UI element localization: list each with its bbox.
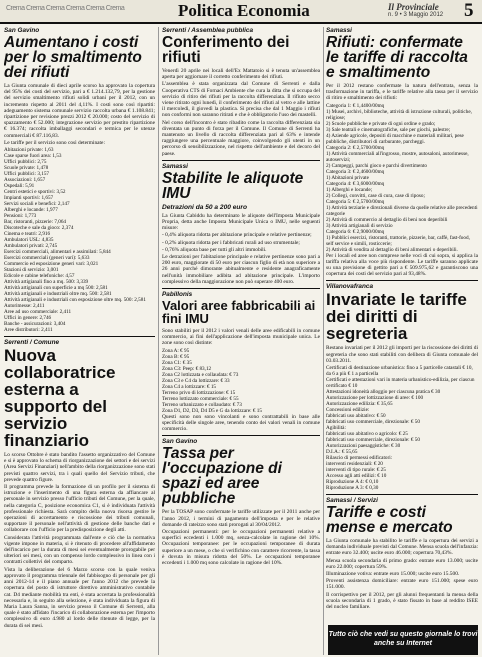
- article-kicker: Samassi: [326, 27, 352, 34]
- article-headline: Aumentano i costi per lo smaltimento dei rifiuti: [4, 34, 142, 81]
- article-paragraph: Le tariffe per il servizio sono così determinate:: [4, 139, 105, 146]
- article-conferimento: [162, 27, 320, 157]
- list-item: Agibilità:: [326, 425, 346, 432]
- list-item: Cinema e teatri: 2,916: [4, 231, 51, 238]
- list-item: Attività artigianali e industriali oltre mq. 500: 2,581: [4, 291, 112, 298]
- list-item: Ospedali: 5,91: [4, 183, 35, 190]
- list-item: Zona C4 a lottizzare: € 15: [162, 383, 217, 390]
- article-rifiuti-costi: [4, 27, 155, 333]
- masthead-decoration: Crema Crema Crema Crema Crema Crema: [6, 5, 125, 12]
- list-item: Uffici pubblici: 3,157: [4, 171, 50, 178]
- article-headline: Tassa per l'occupazione di spazi ed aree pubbliche: [162, 445, 282, 508]
- list-item: 3) Attività artigianali di servizio: [326, 222, 393, 229]
- article-paragraph: Restano invariati per il 2012 gli importi per la riscossione dei diritti di segreteria che sono stati stabiliti con delibera di Giunta comunale del 03.03.2011.: [326, 345, 478, 364]
- list-item: Uffici in genere: 2,746: [4, 315, 52, 322]
- list-item: Esercizi commerciali (generi vari): 5,633: [4, 255, 90, 262]
- list-item: Zona C3: Peep: € 83,12: [162, 365, 212, 372]
- article-body: [162, 328, 320, 347]
- masthead: [0, 0, 482, 24]
- column-divider: [323, 27, 324, 655]
- article-body: [4, 452, 155, 629]
- list-item: Riproduzione A 3: € 0,30: [326, 485, 379, 492]
- article-mense-mercato: [326, 497, 478, 610]
- list-item: Terreno lottizzato commerciale: € 55: [162, 395, 239, 402]
- list-item: Uffici pubblici: 2,75: [4, 159, 47, 166]
- article-body: [4, 83, 155, 146]
- fees-list: [326, 365, 478, 491]
- list-item: Zona A: € 95: [162, 347, 190, 354]
- tariff-list: [326, 103, 478, 253]
- list-item: Categoria 1: € 1,4400/00mq: [326, 102, 385, 109]
- article-paragraph: - 0,76% aliquota base per tutti gli altri immobili.: [162, 246, 267, 253]
- list-item: 2) Campeggi, parchi gioco e parchi divertimento: [326, 162, 427, 169]
- list-item: Certificati di destinazione urbanistica: fino a 5 particelle catastali € 10, da 6 a più € 1 a particella: [326, 365, 473, 378]
- list-item: Autorimesse: 2,411: [4, 303, 45, 310]
- list-item: 2) Attività di commercio al dettaglio di beni non deperibili: [326, 216, 448, 223]
- article-headline: Nuova collaboratrice esterna a supporto del servizio finanziario: [4, 346, 116, 451]
- column-right: [326, 27, 478, 655]
- article-body: [162, 509, 320, 566]
- list-item: Esercizi commerciali, alimentari e assimilati: 5,844: [4, 249, 111, 256]
- list-item: Edicole e cabine telefoniche: 4,57: [4, 273, 75, 280]
- list-item: Alberghi e locande: 1,977: [4, 207, 58, 214]
- list-item: Commercio ed esposizione generi vari: 3,021: [4, 261, 99, 268]
- list-item: Categoria 2: € 2,5700/00mq: [326, 144, 385, 151]
- article-body: [162, 213, 320, 285]
- list-item: Associazioni: 1,657: [4, 177, 46, 184]
- list-item: Attività artigianali con superficie a mq 500: 2,581: [4, 285, 108, 292]
- article-paragraph: La Giunta comunale di dieci aprile scorso ha approvato la copertura del 95% dei costi del servizio, pari a € 1.214.132,79, per la gestione del servizio smaltimento rifiuti solidi urbani per il 2012, con un incremento rispetto al 2011 del 4,11%. I costi sono così ripartiti: adeguamento sistema comunale servizio raccolta urbana € 1.108.841; ripartizione per revisione prezzi 2012 € 20.000; costo del servizio di spazzamento € 52.000; integrazione servizio per prestito ripartizione € 16.374; raccolta imballaggi secondari e termica per le utenze commerciali € 87.116,83.: [4, 83, 155, 139]
- list-item: Attività artigianali fino a mq. 500: 3,339: [4, 279, 89, 286]
- list-item: Ambulatori privati: 2,745: [4, 243, 58, 250]
- article-kicker: Samassi: [162, 162, 188, 170]
- article-body: [162, 414, 320, 433]
- list-item: D.I.A.: € 55,65: [326, 449, 358, 456]
- list-item: 1) Abitazioni private: [326, 174, 369, 181]
- article-paragraph: Per la TOSAP sono confermate le tariffe utilizzate per il 2011 anche per l'anno 2012, i termini di pagamento dell'imposta e per le relative domande di rateizzo sono stati prorogati al 30/04/2012.: [162, 509, 320, 528]
- list-item: 1) Musei, archivi, biblioteche, attività di istruzione culturali, politiche, religiose;: [326, 108, 472, 121]
- list-item: Terreno privo di lottizzazione: € 15: [162, 389, 236, 396]
- list-item: Attività artigianali e industriali con esposizione oltre mq. 500: 2,581: [4, 297, 146, 304]
- list-item: Zona D1, D2, D3, D4 D5 e G da lottizzare: € 15: [162, 407, 262, 414]
- article-kicker: San Gavino: [162, 438, 198, 446]
- list-item: 3) Sale teatrali e cinematografiche, sale per giochi, palestre;: [326, 126, 451, 133]
- list-item: Stazioni di servizio: 3,001: [4, 267, 59, 274]
- article-paragraph: Per i locali ed aree non comprese nelle voci di cui sopra, si applica la tariffa relativa alla voce più rispondente. Le tariffe saranno applicate su una previsione di gettito pari a € 509.975,62 e garantiscono una copertura dei costi del servizio pari al 93,48%.: [326, 252, 478, 278]
- article-imu: [162, 163, 320, 285]
- list-item: Zona C3 e C4 da lottizzare: € 33: [162, 377, 230, 384]
- article-kicker: Villanovafranca: [326, 283, 374, 291]
- article-paragraph: Proventi assistenza domiciliare: entrate euro 151.000; spese euro 151.000.: [326, 578, 478, 591]
- list-item: interventi di tipo rurale: € 25: [326, 467, 386, 474]
- article-aree-fabbricabili: [162, 291, 320, 432]
- article-headline: Stabilite le aliquote IMU: [162, 169, 304, 202]
- article-kicker: Pabillonis: [162, 291, 193, 299]
- article-paragraph: Mensa scuola secondaria di primo grado: entrate euro 13.000; uscite euro 22.000; copertura 59%.: [326, 557, 478, 570]
- list-item: Terreno urbanizzato e collaudato: € 73: [162, 401, 242, 408]
- list-item: Categoria 3: € 2,4600/00mq: [326, 168, 385, 175]
- article-body: [326, 538, 478, 610]
- list-item: Accesso agli atti edilizi: € 10: [326, 473, 387, 480]
- article-body: [162, 68, 320, 157]
- list-item: fabbricati uso commerciale, direzionale: € 50: [326, 419, 420, 426]
- article-kicker: Serrenti / Assemblea pubblica: [162, 27, 254, 34]
- list-item: Case sparse fuori area: 1,53: [4, 153, 62, 160]
- list-item: Zona C1: € 35: [162, 359, 192, 366]
- list-item: Aree ad uso commerciale: 2,411: [4, 309, 72, 316]
- list-item: Aree distributori: 2,411: [4, 327, 53, 334]
- section-divider: [162, 435, 320, 436]
- section-divider: [326, 280, 478, 281]
- list-item: Categoria 5: € 2,5700/00mq: [326, 198, 385, 205]
- article-headline: Valori aree fabbricabili ai fini IMU: [162, 298, 316, 327]
- page-number: 5: [464, 0, 474, 21]
- list-item: interventi residenziali: € 20: [326, 461, 383, 468]
- list-item: Bar, ristoranti, pizzerie: 7,064: [4, 219, 67, 226]
- list-item: Discoteche e sale da gioco: 2,374: [4, 225, 74, 232]
- list-item: Servizi sociali e benefici: 2,147: [4, 201, 70, 208]
- article-body: [326, 83, 478, 102]
- list-item: Categoria 6: € 2,9000/00mq: [326, 228, 385, 235]
- list-item: Categoria 4: € 3,6000/00mq: [326, 180, 385, 187]
- list-item: Autorizzazione edilizia: € 35,65: [326, 401, 393, 408]
- tariff-list: [4, 147, 155, 333]
- article-paragraph: - 0,2% aliquota ridotta per i fabbricati rurali ad uso strumentale;: [162, 239, 300, 246]
- list-item: Scuole private: 1,478: [4, 165, 49, 172]
- article-headline: Rifiuti: confermate le tariffe di raccolta e smaltimento: [326, 34, 468, 81]
- article-paragraph: Considerata l'attività programmata dall'ente e ciò che la normativa vigente impone in materia, si è ritenuto di procedere all'affidamento dell'incarico per la durata di mesi sei eventualmente prorogabile per ulteriori sei mesi, con un compenso lordo complessivo in linea con i contratti collettivi del comparto.: [4, 534, 155, 566]
- values-list: [162, 348, 320, 414]
- list-item: Banche - assicurazioni: 3,404: [4, 321, 66, 328]
- list-item: Zona B: € 95: [162, 353, 190, 360]
- article-headline: Conferimento dei rifiuti: [162, 34, 290, 66]
- article-kicker: Serrenti / Comune: [4, 339, 60, 347]
- list-item: Autorizzazioni paesaggistiche: € 30: [326, 443, 401, 450]
- article-kicker: San Gavino: [4, 27, 40, 34]
- section-divider: [4, 336, 155, 337]
- list-item: fabbricati uso commerciale, direzionale: € 50: [326, 437, 420, 444]
- list-item: 1) Attività commerciali all'ingrosso, mostre, autosaloni, autorimesse, autoservizi;: [326, 150, 469, 163]
- issue-date: n. 9 • 3 Maggio 2012: [388, 12, 444, 18]
- column-left: [4, 27, 155, 655]
- list-item: Riproduzione A 4: € 0,10: [326, 479, 379, 486]
- section-title: Politica Economia: [178, 1, 310, 20]
- article-paragraph: Lo scorso Ottobre è stato bandito l'assetto organizzativo del Comune e si è approvato lo schema di riorganizzazione dei settori e dei servizi (Area Servizi Finanziari) nell'ambito della riorganizzazione sono stati previsti quattro servizi, tra i quali quello del Servizio tributi, che prevede quattro figure.: [4, 452, 155, 483]
- list-item: 2) Scuole pubbliche e private di ogni ordine e grado;: [326, 120, 436, 127]
- article-kicker: Samassi / Servizi: [326, 497, 378, 505]
- list-item: Centri estetici e sportivi: 3,52: [4, 189, 66, 196]
- list-item: Rilascio di permessi edificatori:: [326, 455, 393, 462]
- article-paragraph: La Giunta Cabiddu ha determinato le aliquote dell'Imposta Municipale Propria, detta anche Imposta Municipale Unica o IMU, nelle seguenti misure:: [162, 212, 320, 232]
- section-divider: [326, 494, 478, 495]
- newspaper-logo: Il Provinciale: [388, 2, 439, 12]
- article-tosap: [162, 438, 320, 566]
- article-headline: Invariate le tariffe dei diritti di segreteria: [326, 290, 467, 344]
- article-body: [326, 253, 478, 278]
- section-divider: [162, 160, 320, 161]
- list-item: Concessioni edilizie:: [326, 407, 370, 414]
- list-item: Attestazioni idoneità alloggio per ciascuna pratica € 30: [326, 389, 441, 396]
- list-item: Certificati e attestazioni vari in materia urbanistico-edilizia, per ciascun certificato € 10: [326, 377, 475, 390]
- article-paragraph: Le detrazioni per l'abitazione principale e relative pertinenze sono pari a 200 euro, maggiorate di 50 euro per ciascun figlio di età non superiore a 26 anni purché dimorante abitualmente e residente anagraficamente nell'unità immobiliare adibita ad abitazione principale. L'importo complessivo della maggiorazione non può superare 400 euro.: [162, 254, 320, 285]
- internet-callout-box: Tutto ciò che vedi su questo giornale lo trovi anche su Internet: [328, 625, 478, 655]
- list-item: Ambulatori USL: 4,835: [4, 237, 54, 244]
- article-rifiuti-tariffe: [326, 27, 478, 277]
- article-paragraph: Nel corso dell'incontro è stato ribadito come la raccolta differenziata sia diventata un punto di forza per il Comune. Il Comune di Serrenti ha mantenuto un livello di raccolta differenziata pari al 63% e intende raggiungere una percentuale maggiore, coinvolgendo gli utenti in un percorso di sensibilizzazione, nel rispetto dell'ambiente e del decoro del paese.: [162, 119, 320, 157]
- list-item: 1) Attività terziarie e direzionali diverse da quelle relative alle precedenti categorie: [326, 204, 478, 217]
- list-item: 2) Attività di vendita al dettaglio di beni alimentari o deperibili.: [326, 246, 458, 253]
- list-item: 2) Collegi, convitti, case di cura, case di riposo;: [326, 192, 425, 199]
- list-item: fabbricati uso abitativo o agricolo: € 25: [326, 431, 408, 438]
- article-paragraph: Occupazioni permanenti: per le occupazioni permanenti relative a superfici eccedenti i 1.000 mq, senza-calcolate in ragione del 10%. Occupazioni temporanee: per le occupazioni temporanee di durata superiore a un mese, o che si verifichino con carattere ricorrente, la tassa è dovuta in misura ridotta del 50%. Le occupazioni temporanee eccedenti i 1.000 mq sono calcolate in ragione del 10%.: [162, 528, 320, 566]
- article-paragraph: Illuminazione votiva: entrate euro 15.000; uscite euro 15.500.: [326, 571, 460, 578]
- article-paragraph: Vista la deliberazione del 6 Marzo scorso con la quale veniva approvato il programma triennale del fabbisogno di personale per gli anni 2012-14 e il piano annuale per l'anno 2012 che prevede la copertura del posto di istruttore direttivo amministrativo contabile cat. D4 mediante mobilità tra enti, è stata accertata la professionalità necessaria e, in seguito alla selezione, è stata individuata la figura di Maria Laura Sanna, in servizio presso il Comune di Serrenti, alla quale è stato affidato l'incarico di collaborazione esterna per l'importo complessivo di euro 4.980 al lordo delle ritenute di legge, per la durata di sei mesi.: [4, 566, 155, 629]
- article-paragraph: Venerdì 20 aprile nei locali dell'Ex Mattatoio si è tenuta un'assemblea aperta per aggiornare il corretto conferimento dei rifiuti.: [162, 68, 320, 81]
- article-paragraph: Il programma prevede la formazione di un profilo per il sistema di istruzione e l'inserimento di una figura esterna da affiancare al personale in servizio presso l'ufficio tributi del Comune, per la quale, nella categoria C, posizione economica C1, si è individuata l'attività professionale richiesta. Sarà compito della nuova risorsa gestire le operazioni di accertamento e riscossione dei tributi comunali, supportare il personale nell'attività di gestione delle banche dati e collaborare con l'ufficio per la predisposizione degli atti.: [4, 484, 155, 534]
- list-item: 1) Alberghi e locande;: [326, 186, 373, 193]
- list-item: fabbricati uso abitativo: € 50: [326, 413, 386, 420]
- article-paragraph: - 0,4% aliquota ridotta per abitazione principale e relative pertinenze;: [162, 232, 312, 239]
- list-item: Abitazioni private: 1,63: [4, 147, 54, 154]
- article-paragraph: Per il 2012 restano confermate la natura dell'entrata, senza la trasformazione in tariffa, e le tariffe relative alla tassa per il servizio di ritiro e smaltimento dei rifiuti:: [326, 83, 478, 102]
- list-item: Impianti sportivi: 1,657: [4, 195, 54, 202]
- article-paragraph: Questi sono non sono vincolanti e sono contrattabili in base alle specificità delle singole aree, tenendo conto dei valori venali in comune commercio.: [162, 413, 320, 433]
- list-item: 4) Aziende agricole, depositi di macchine e materiali militari, pese pubbliche, distributori di carburante, parcheggi.: [326, 132, 464, 145]
- article-paragraph: La Giunta comunale ha stabilito le tariffe e la copertura dei servizi a domanda individuale previsti dal Comune. Mensa scuola dell'infanzia: entrate euro 32.400; uscite euro 46.000; copertura 70,43%.: [326, 538, 478, 557]
- article-paragraph: Il corrispettivo per il 2012, per gli alunni frequentanti la mensa della scuola secondaria di 1 grado, è stato fissato in base al reddito ISEE del nucleo familiare.: [326, 591, 478, 611]
- section-divider: [162, 288, 320, 289]
- article-paragraph: L'assemblea è stata organizzata dal Comune di Serrenti e dalla Cooperativa CTS di Fornaci Ambiente che cura la ditta che si occupa del servizio di ritiro dei rifiuti per la raccolta differenziata. Il rifiuto secco viene ritirato ogni lunedì, il conferimento dei rifiuti al vetro e alle lattine il mercoledì, il giovedì la plastica. Si precisa che dal 1 Maggio i rifiuti non conformi non saranno ritirati e che è obbligatorio l'uso dei mastelli.: [162, 81, 320, 119]
- list-item: Autorizzazione per lottizzazione di aree: € 100: [326, 395, 424, 402]
- article-paragraph: Sono stabiliti per il 2012 i valori venali delle aree edificabili in comune commercio, ai fini dell'applicazione dell'imposta municipale unica. Le zone sono così distinte:: [162, 328, 320, 347]
- article-diritti-segreteria: [326, 283, 478, 491]
- column-center: [162, 27, 320, 655]
- article-collaboratrice: [4, 339, 155, 629]
- article-body: [326, 345, 478, 364]
- list-item: 1) Pubblici esercizi, ristoranti, trattorie, pizzerie, bar, caffè, fast-food, self service e simili, rosticcerie;: [326, 234, 470, 247]
- list-item: Pensioni: 1,773: [4, 213, 37, 220]
- list-item: Zona C2 lottizzata e collaudata: € 73: [162, 371, 239, 378]
- column-divider: [158, 27, 159, 655]
- article-subhead: Detrazioni da 50 a 200 euro: [162, 203, 248, 211]
- article-headline: Tariffe e costi mense e mercato: [326, 504, 453, 537]
